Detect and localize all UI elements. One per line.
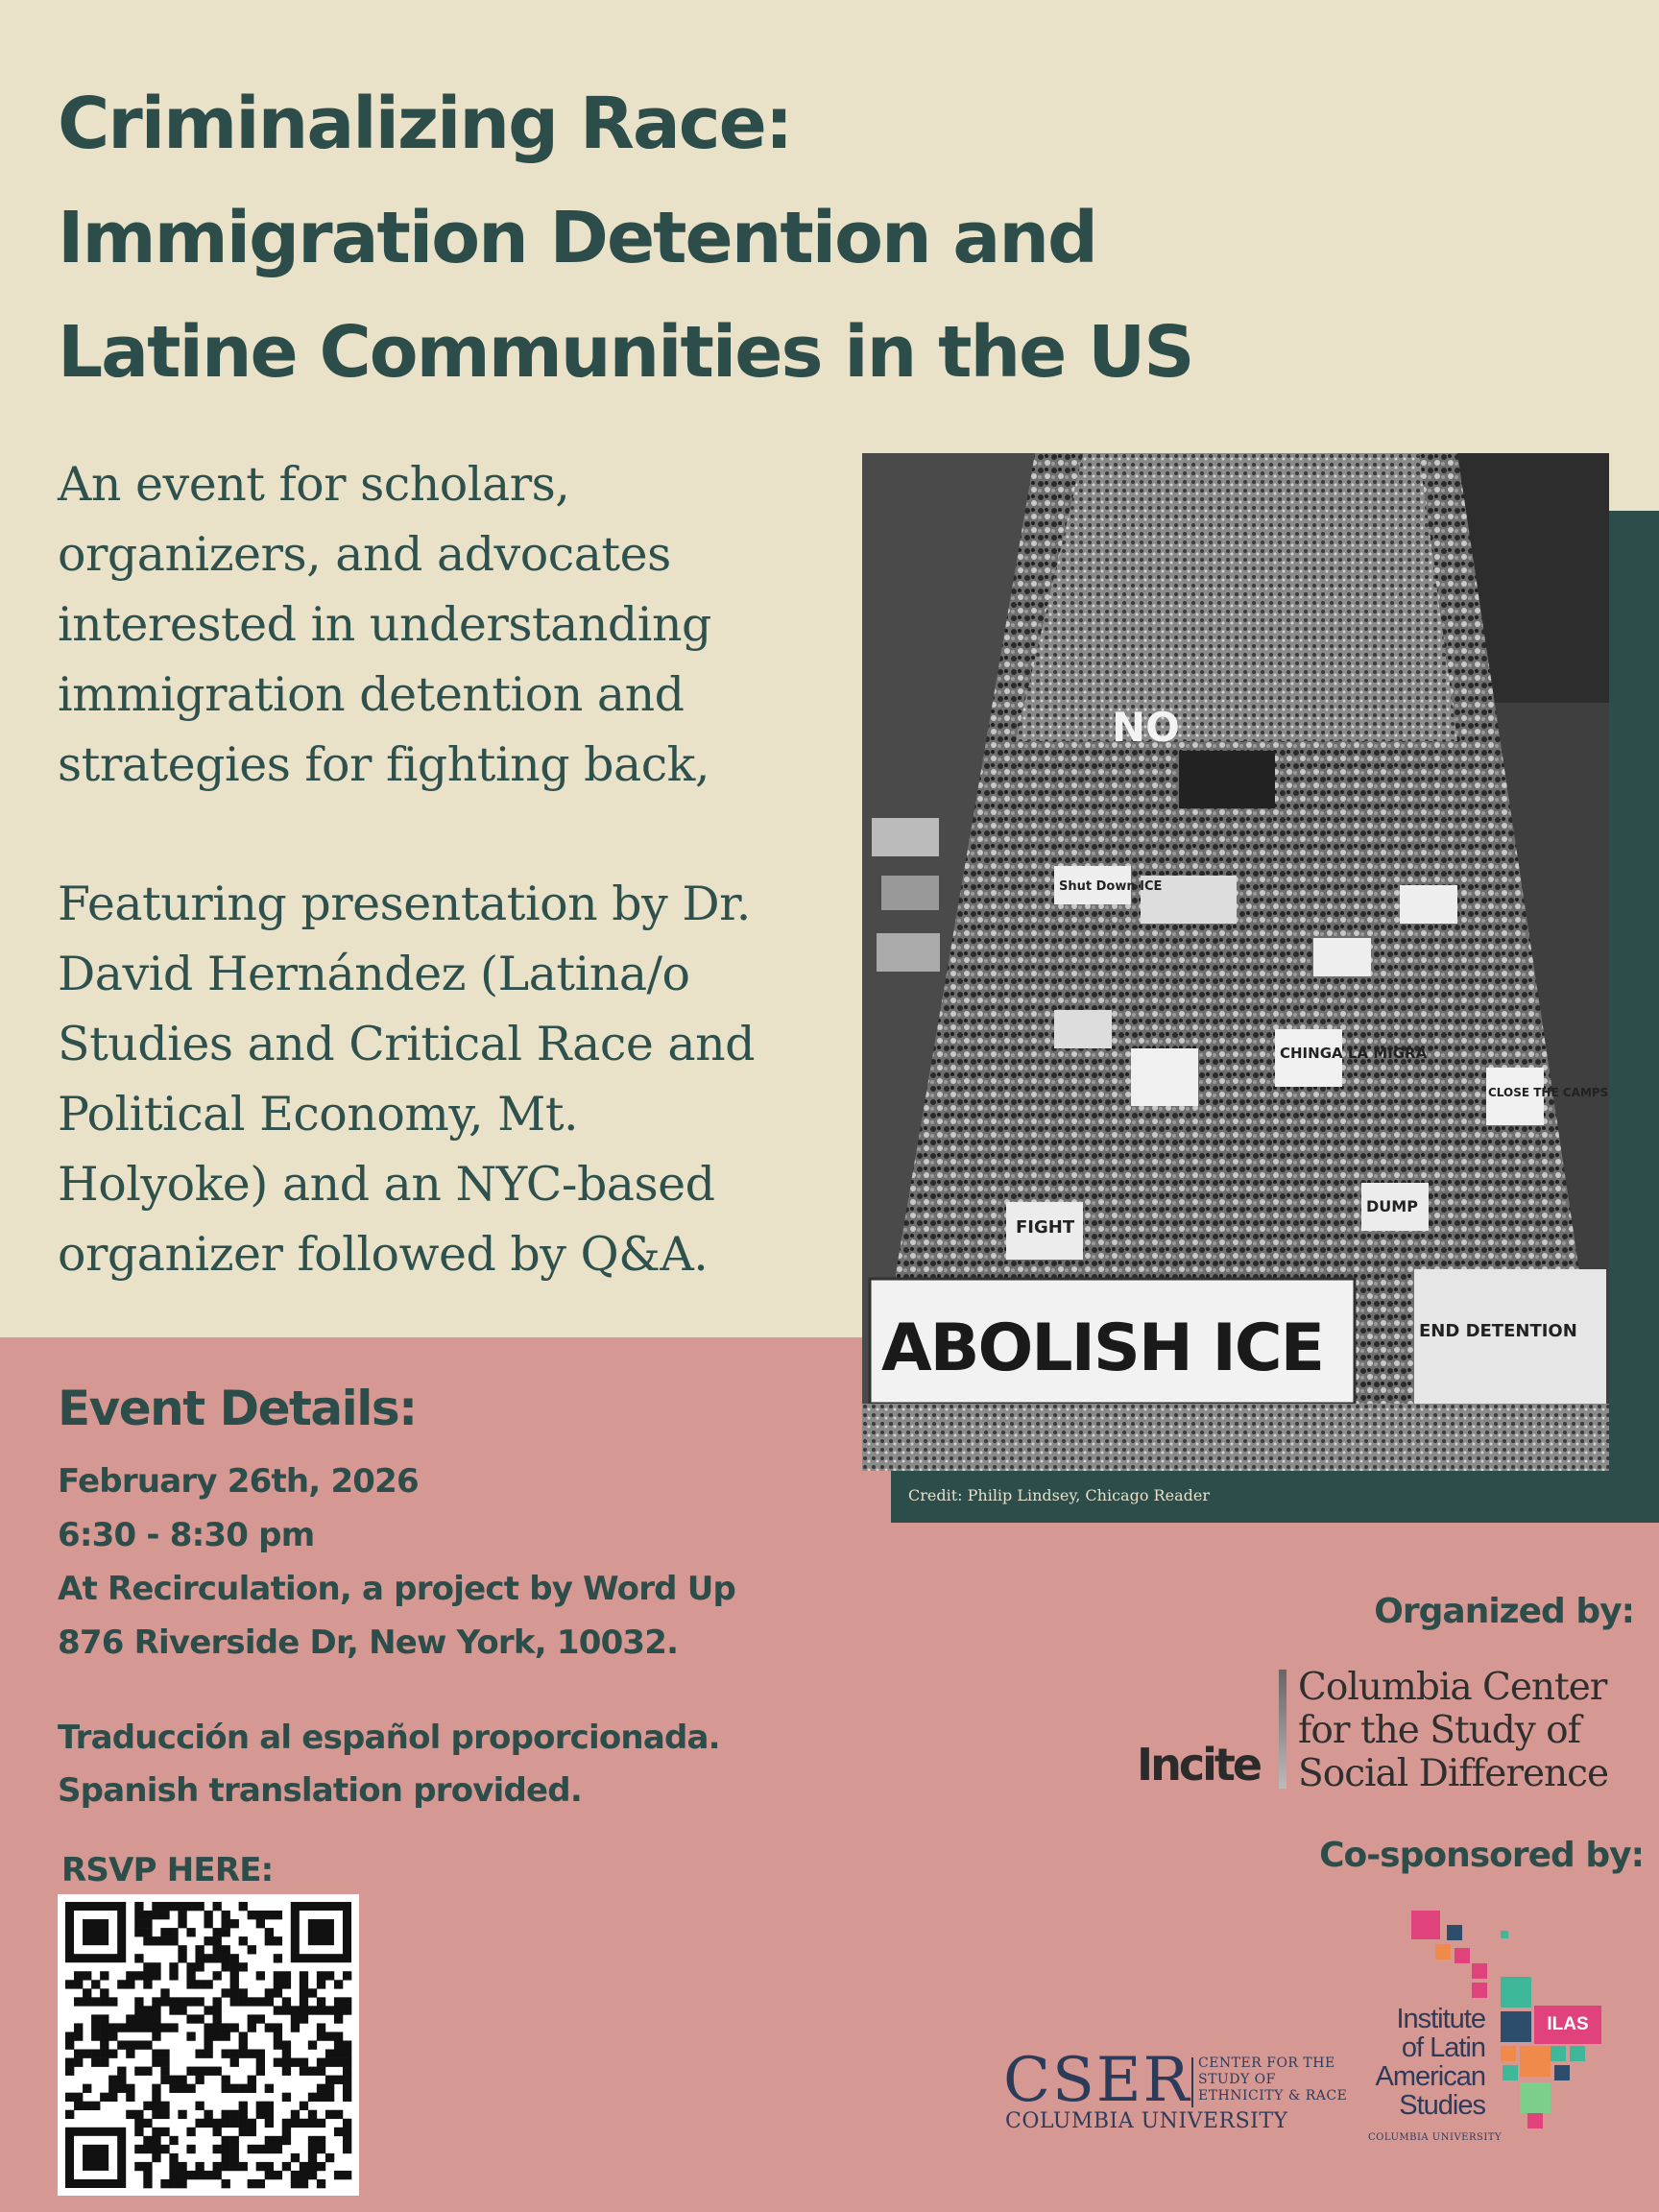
ilas-university: COLUMBIA UNIVERSITY (1368, 2132, 1503, 2143)
ilas-logo (1358, 1906, 1627, 2146)
intro-line: An event for scholars, (58, 457, 570, 512)
ilas-name-line: Institute (1396, 2004, 1485, 2034)
photo-sign-dump: DUMP (1366, 1197, 1418, 1215)
incite-name (1298, 1666, 1608, 1795)
protest-photo (862, 453, 1609, 1471)
photo-sign-camps: CLOSE THE CAMPS (1488, 1086, 1609, 1099)
incite-wordmark: Incite (1137, 1739, 1261, 1791)
translation-note (58, 1712, 826, 1817)
cser-name (1198, 2056, 1347, 2104)
intro-line: interested in understanding (58, 597, 711, 652)
photo-sign-shutdown: Shut Down ICE (1059, 879, 1163, 894)
cosponsored-by-heading: Co-sponsored by: (1319, 1836, 1644, 1875)
event-date: February 26th, 2026 (58, 1462, 419, 1501)
organized-by-heading: Organized by: (1374, 1592, 1634, 1631)
incite-name-line: Columbia Center (1298, 1666, 1607, 1709)
ilas-name (1376, 2005, 1486, 2120)
cser-university: COLUMBIA UNIVERSITY (1005, 2109, 1288, 2133)
event-details (58, 1455, 826, 1670)
protest-photo-art (862, 453, 1609, 1471)
translation-es: Traducción al español proporcionada. (58, 1719, 720, 1757)
title-line: Immigration Detention and (58, 197, 1097, 279)
featuring-line: David Hernández (Latina/o (58, 947, 690, 1001)
photo-sign-end-detention: END DETENTION (1419, 1321, 1577, 1341)
ilas-name-line: American (1375, 2061, 1485, 2092)
ilas-name-line: of Latin (1401, 2032, 1485, 2063)
incite-name-line: for the Study of (1298, 1709, 1581, 1752)
title-line: Criminalizing Race: (58, 83, 792, 165)
rsvp-qr-code[interactable] (58, 1894, 359, 2196)
translation-en: Spanish translation provided. (58, 1771, 582, 1810)
featuring-line: Political Economy, Mt. (58, 1087, 579, 1142)
event-venue: At Recirculation, a project by Word Up (58, 1570, 736, 1608)
photo-banner-abolish-ice: ABOLISH ICE (881, 1310, 1324, 1386)
photo-sign-chinga: CHINGA LA MIGRA (1280, 1045, 1428, 1062)
incite-logo (1133, 1666, 1642, 1795)
event-time: 6:30 - 8:30 pm (58, 1516, 315, 1554)
qr-code-icon (58, 1894, 359, 2196)
featuring-line: Studies and Critical Race and (58, 1017, 756, 1071)
cser-divider (1191, 2057, 1193, 2107)
intro-line: immigration detention and (58, 667, 685, 722)
ilas-badge: ILAS (1534, 2006, 1601, 2044)
featuring-line: Featuring presentation by Dr. (58, 877, 751, 931)
intro-paragraph (58, 449, 826, 800)
cser-logo (1003, 2045, 1349, 2144)
event-address: 876 Riverside Dr, New York, 10032. (58, 1623, 679, 1662)
photo-sign-no: NO (1112, 704, 1180, 751)
incite-divider (1279, 1670, 1286, 1789)
incite-name-line: Social Difference (1298, 1752, 1609, 1795)
poster-title (58, 67, 1210, 410)
cser-name-line: ETHNICITY & RACE (1198, 2088, 1348, 2104)
ilas-name-line: Studies (1399, 2090, 1485, 2121)
event-details-heading: Event Details: (58, 1381, 417, 1436)
photo-credit: Credit: Philip Lindsey, Chicago Reader (908, 1486, 1210, 1504)
featuring-line: Holyoke) and an NYC-based (58, 1157, 715, 1212)
title-line: Latine Communities in the US (58, 311, 1193, 394)
cser-abbr: CSER (1003, 2045, 1191, 2116)
photo-sign-fight: FIGHT (1016, 1217, 1075, 1238)
intro-line: strategies for fighting back, (58, 737, 709, 792)
intro-line: organizers, and advocates (58, 527, 671, 582)
rsvp-label: RSVP HERE: (61, 1851, 274, 1889)
cser-name-line: CENTER FOR THE (1198, 2056, 1335, 2071)
featuring-paragraph (58, 869, 826, 1289)
cser-name-line: STUDY OF (1198, 2072, 1276, 2087)
featuring-line: organizer followed by Q&A. (58, 1227, 709, 1282)
